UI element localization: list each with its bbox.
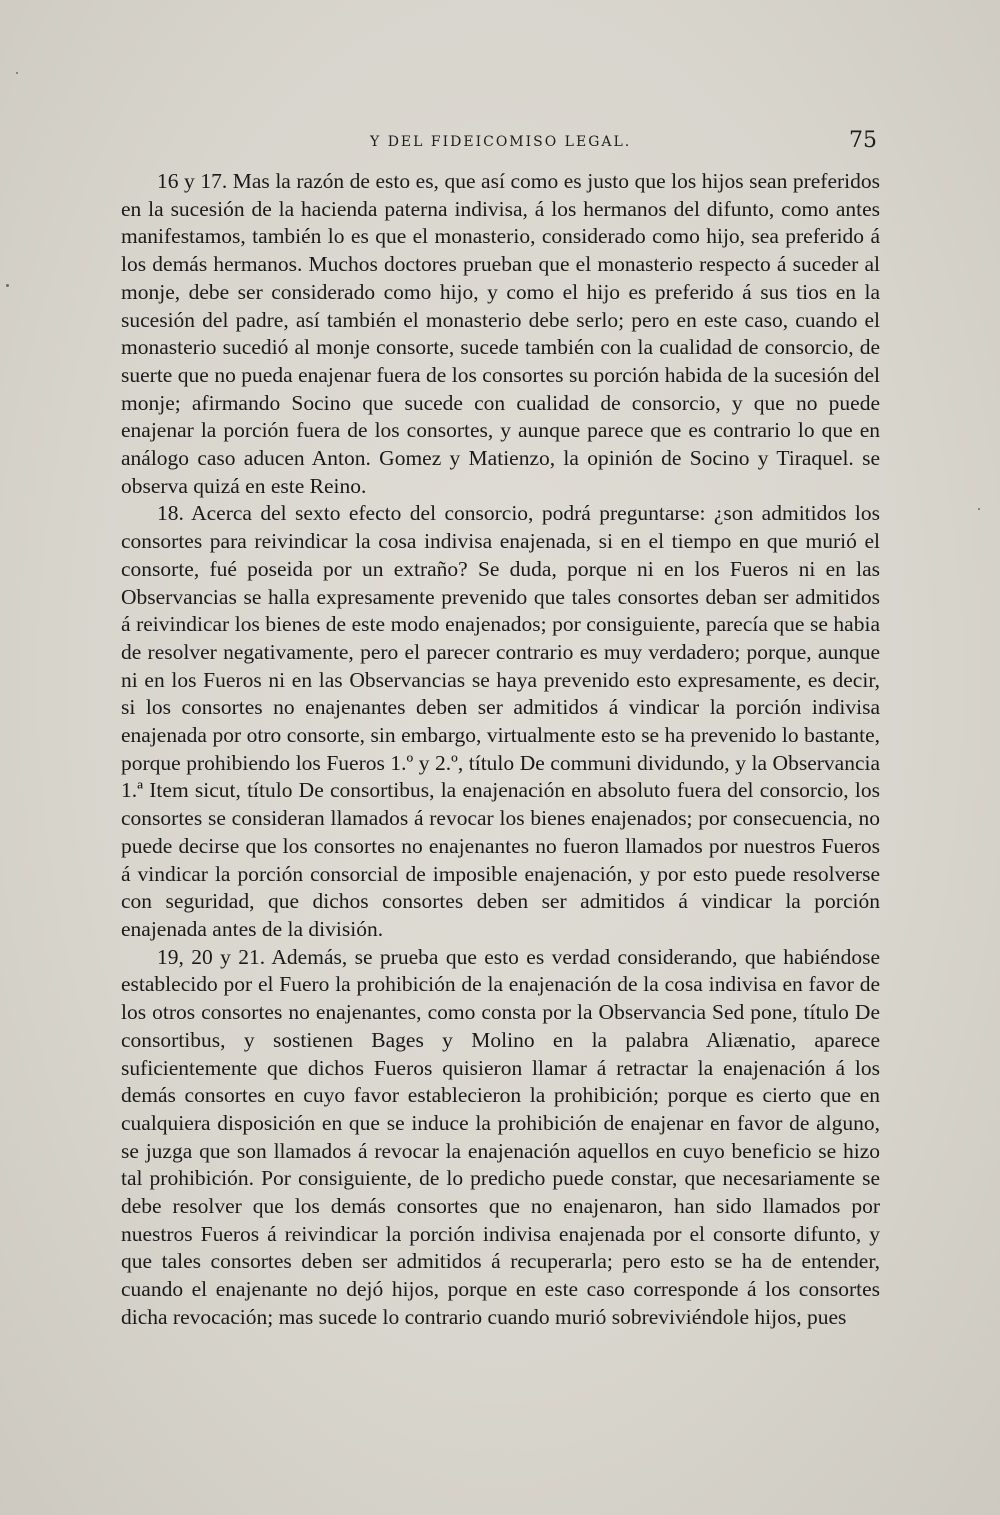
page-number: 75: [849, 128, 877, 153]
paper-speck: [16, 72, 18, 74]
paragraph-text: Además, se prueba que esto es verdad considerando, que habiéndose establecido por el Fuero la prohibición de la enajenación de la cosa indivisa en favor de los otros consortes no enajenantes, como consta por la Observancia Sed pone, título De consortibus, y sostienen Bages y Molino en la palabra Aliænatio, aparece suficientemente que dichos Fueros quisieron llamar á retractar la enajenación á los demás consortes en cuyo favor establecieron la prohibición; porque es cierto que en cualquiera disposición en que se induce la prohibición de enajenar en favor de alguno, se juzga que son llamados á revocar la enajenación aquellos en cuyo beneficio se hizo tal prohibición. Por consiguiente, de lo predicho puede constar, que necesariamente se debe resolver que los demás consortes que no enajenaron, han sido llamados por nuestros Fueros á reivindicar la porción indivisa enajenada por el consorte difunto, y que tales consortes deben ser admitidos á recuperarla; pero esto se ha de entender, cuando el enajenante no dejó hijos, porque en este caso corresponde á los consortes dicha revocación; mas sucede lo contrario cuando murió sobreviviéndole hijos, pues: [121, 944, 881, 1329]
running-head: Y DEL FIDEICOMISO LEGAL.: [370, 134, 632, 150]
paragraph-number: 19, 20 y 21.: [157, 944, 266, 969]
paragraph-text: Acerca del sexto efecto del consorcio, podrá preguntarse: ¿son admitidos los consortes para reivindicar la cosa indivisa enajenada, si en el tiempo en que murió el consorte, fué poseida por un extraño? Se duda, porque ni en los Fueros ni en las Observancias se halla expresamente prevenido que tales consortes deban ser admitidos á reivindicar los bienes de este modo enajenados; por consiguiente, parecía que se habia de resolver negativamente, pero el parecer contrario es muy verdadero; porque, aunque ni en los Fueros ni en las Observancias se haya prevenido esto expresamente, es decir, si los consortes no enajenantes deben ser admitidos á vindicar la porción indivisa enajenada por otro consorte, sin embargo, virtualmente esto se ha prevenido lo bastante, porque prohibiendo los Fueros 1.º y 2.º, título De communi dividundo, y la Observancia 1.ª Item sicut, título De consortibus, la enajenación en absoluto fuera del consorcio, los consortes se consideran llamados á revocar los bienes enajenados; por consecuencia, no puede decirse que los consortes no enajenantes no fueron llamados por nuestros Fueros á vindicar la porción consorcial de imposible enajenación, y por esto puede resolverse con seguridad, que dichos consortes deben ser admitidos á vindicar la porción enajenada antes de la división.: [121, 501, 880, 941]
body-text: [121, 168, 880, 1332]
paragraph-number: 16 y 17.: [157, 169, 228, 193]
paragraph-19-20-21: [121, 944, 880, 1332]
paragraph-text: Mas la razón de esto es, que así como es justo que los hijos sean preferidos en la sucesión de la hacienda paterna indivisa, á los hermanos del difunto, como antes manifestamos, también lo es que el monasterio, considerado como hijo, sea preferido á los demás hermanos. Muchos doctores prueban que el monasterio respecto á suceder al monje, debe ser considerado como hijo, y como el hijo es preferido á sus tios en la sucesión del padre, así también el monasterio debe serlo; pero en este caso, cuando el monasterio sucedió al monje consorte, sucede también con la cualidad de consorcio, de suerte que no pueda enajenar fuera de los consortes su porción habida de la sucesión del monje; afirmando Socino que sucede con cualidad de consorcio, y que no puede enajenar la porción fuera de los consortes, y aunque parece que es contrario lo que en análogo caso aducen Anton. Gomez y Matienzo, la opinión de Socino y Tiraquel. se observa quizá en este Reino.: [121, 169, 881, 498]
paragraph-18: [121, 500, 880, 943]
paper-speck: [978, 508, 980, 510]
paper-speck: [6, 284, 9, 287]
page-header: [120, 128, 880, 162]
paragraph-number: 18.: [157, 501, 184, 526]
paragraph-16-17: [121, 168, 880, 500]
